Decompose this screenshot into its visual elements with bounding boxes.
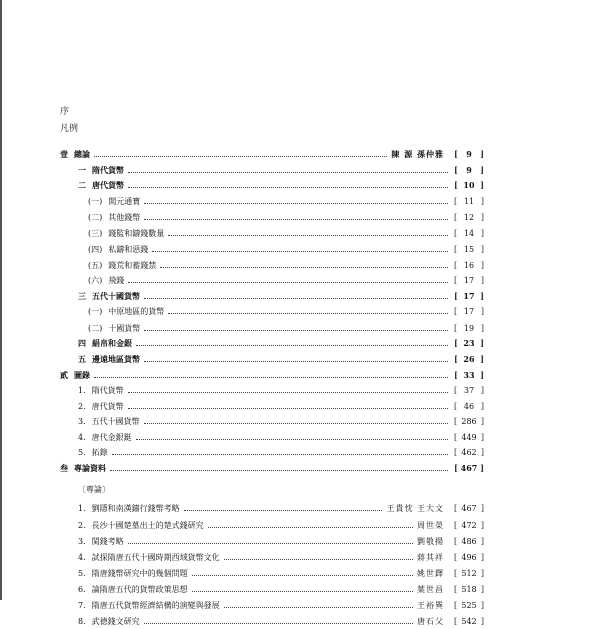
- page-number: 14: [463, 228, 475, 238]
- page-bracket-left: [: [454, 228, 458, 238]
- entry-number: 8.: [78, 616, 86, 626]
- entry-number: 6.: [78, 584, 86, 594]
- toc-entry: [78, 517, 484, 533]
- entry-author: 陳 源 孫仲雅: [391, 148, 444, 159]
- page-bracket-left: [: [454, 568, 458, 578]
- entry-title: 開元通寶: [108, 196, 141, 206]
- entry-number: 3.: [78, 416, 86, 426]
- entry-page: [452, 448, 484, 457]
- entry-number: (二): [88, 323, 103, 333]
- dot-leader: [208, 527, 413, 528]
- dot-leader: [192, 575, 413, 576]
- page-bracket-right: ]: [480, 520, 484, 530]
- entry-number: (三): [88, 228, 103, 238]
- entry-title: 十國貨幣: [108, 323, 141, 333]
- toc-entry: [88, 272, 484, 288]
- toc-entry: [78, 597, 484, 613]
- entry-page: [452, 261, 484, 270]
- entry-title: 拓錄: [91, 447, 108, 457]
- entry-title: 唐代貨幣: [91, 401, 124, 411]
- entry-title: 總論: [74, 148, 90, 159]
- entry-author: 蔣其祥: [417, 552, 444, 562]
- entry-page: [452, 521, 484, 530]
- toc-entry: [78, 288, 484, 304]
- page-bracket-left: [: [454, 463, 458, 473]
- page-bracket-right: ]: [480, 291, 484, 301]
- dot-leader: [160, 267, 448, 268]
- entry-page: [452, 324, 484, 333]
- entry-title: 圖錄: [74, 369, 90, 380]
- entry-title: 錢荒和蓄錢禁: [108, 260, 157, 270]
- entry-page: [452, 585, 484, 594]
- subsection-label: 〔專論〕: [78, 485, 110, 494]
- toc-entry: [78, 382, 484, 398]
- page-bracket-right: ]: [480, 149, 484, 159]
- toc-entry: [78, 565, 484, 581]
- page-number: 46: [463, 401, 475, 411]
- page-number: 462: [461, 447, 477, 457]
- entry-page: [452, 601, 484, 610]
- entry-number: 五: [78, 353, 86, 364]
- page-bracket-left: [: [454, 584, 458, 594]
- page-number: 23: [463, 338, 475, 348]
- page-bracket-right: ]: [480, 616, 484, 626]
- page-number: 486: [461, 536, 477, 546]
- entry-number: 叁: [60, 462, 68, 473]
- page-bracket-right: ]: [480, 600, 484, 610]
- entry-title: 隋代貨幣: [92, 164, 124, 175]
- page-bracket-right: ]: [480, 503, 484, 513]
- dot-leader: [224, 607, 413, 608]
- entry-number: (五): [88, 260, 103, 270]
- page-bracket-left: [: [454, 370, 458, 380]
- entry-page: [452, 417, 484, 426]
- page-number: 10: [463, 180, 475, 190]
- toc-entry: [78, 613, 484, 629]
- entry-number: 2.: [78, 520, 86, 530]
- page-bracket-left: [: [454, 520, 458, 530]
- entry-page: [452, 553, 484, 562]
- notes-heading: 凡例: [60, 124, 79, 134]
- dot-leader: [144, 219, 448, 220]
- page-bracket-right: ]: [480, 180, 484, 190]
- entry-title: 隋唐錢幣研究中的幾個問題: [91, 568, 188, 578]
- dot-leader: [192, 591, 413, 592]
- page-bracket-right: ]: [480, 385, 484, 395]
- preface-heading: 序: [60, 107, 70, 117]
- page-number: 467: [460, 463, 478, 473]
- page-bracket-left: [: [454, 165, 458, 175]
- entry-title: 試探隋唐五代十國時期西域貨幣文化: [91, 552, 220, 562]
- page-number: 17: [463, 306, 475, 316]
- page-bracket-right: ]: [480, 196, 484, 206]
- entry-title: 五代十國貨幣: [92, 290, 140, 301]
- toc-entry: [88, 257, 484, 273]
- toc-entry: [88, 241, 484, 257]
- dot-leader: [94, 377, 448, 378]
- page-bracket-right: ]: [480, 447, 484, 457]
- page-number: 15: [463, 244, 475, 254]
- page-bracket-left: [: [454, 338, 458, 348]
- toc-entry: [60, 367, 484, 383]
- toc-entry: [88, 303, 484, 319]
- entry-author: 周世榮: [417, 520, 444, 530]
- entry-page: [452, 245, 484, 254]
- page-number: 512: [461, 568, 477, 578]
- page-bracket-right: ]: [480, 165, 484, 175]
- toc-entry: [78, 444, 484, 460]
- toc-entry: [88, 209, 484, 225]
- entry-page: [452, 307, 484, 316]
- dot-leader: [168, 313, 448, 314]
- page-number: 19: [463, 323, 475, 333]
- dot-leader: [184, 510, 383, 511]
- page-bracket-right: ]: [480, 416, 484, 426]
- entry-title: 私鑄和惡錢: [108, 244, 149, 254]
- entry-page: [452, 463, 484, 473]
- page-number: 542: [461, 616, 477, 626]
- entry-author: 姚世鐸: [417, 568, 444, 578]
- entry-page: [452, 197, 484, 206]
- page-bracket-left: [: [454, 244, 458, 254]
- page-bracket-right: ]: [480, 338, 484, 348]
- entry-page: [452, 386, 484, 395]
- entry-number: 二: [78, 179, 86, 190]
- toc-entry: [60, 460, 484, 476]
- dot-leader: [144, 423, 448, 424]
- dot-leader: [136, 439, 448, 440]
- entry-number: (四): [88, 244, 103, 254]
- dot-leader: [144, 361, 448, 362]
- page-bracket-left: [: [454, 385, 458, 395]
- entry-title: 唐代貨幣: [92, 179, 124, 190]
- page-bracket-left: [: [454, 503, 458, 513]
- dot-leader: [144, 298, 448, 299]
- dot-leader: [144, 203, 448, 204]
- entry-number: (六): [88, 275, 103, 285]
- entry-number: 5.: [78, 447, 86, 457]
- entry-title: 劉隱和南漢鑄行錢幣考略: [91, 503, 180, 513]
- entry-number: 貳: [60, 369, 68, 380]
- toc-entry: [78, 351, 484, 367]
- entry-number: (二): [88, 212, 103, 222]
- entry-page: [452, 569, 484, 578]
- entry-number: 7.: [78, 600, 86, 610]
- entry-page: [452, 149, 484, 159]
- page-bracket-left: [: [454, 401, 458, 411]
- entry-author: 王裕巽: [417, 600, 444, 610]
- page-bracket-left: [: [454, 149, 458, 159]
- dot-leader: [112, 454, 448, 455]
- toc-entry: [88, 225, 484, 241]
- dot-leader: [152, 251, 448, 252]
- page-number: 12: [463, 212, 475, 222]
- entry-page: [452, 180, 484, 190]
- page-bracket-left: [: [454, 291, 458, 301]
- page-bracket-right: ]: [480, 323, 484, 333]
- toc-entry: [60, 146, 484, 162]
- page-bracket-right: ]: [480, 354, 484, 364]
- page-number: 496: [461, 552, 477, 562]
- dot-leader: [110, 470, 448, 471]
- entry-number: 四: [78, 337, 86, 348]
- page-bracket-left: [: [454, 323, 458, 333]
- dot-leader: [128, 282, 448, 283]
- page-number: 449: [461, 432, 477, 442]
- entry-number: 2.: [78, 401, 86, 411]
- toc-entry: [78, 429, 484, 445]
- entry-title: 閩錢考略: [91, 536, 124, 546]
- page-bracket-right: ]: [480, 275, 484, 285]
- page-bracket-left: [: [454, 306, 458, 316]
- entry-page: [452, 291, 484, 301]
- entry-page: [452, 354, 484, 364]
- entry-page: [452, 229, 484, 238]
- entry-page: [452, 504, 484, 513]
- entry-title: 武德錢文研究: [91, 616, 140, 626]
- entry-author: 王貴忱 王大文: [386, 503, 444, 513]
- page-number: 37: [463, 385, 475, 395]
- page-number: 525: [461, 600, 477, 610]
- page-number: 33: [463, 370, 475, 380]
- toc-entry: [88, 320, 484, 336]
- page-bracket-left: [: [454, 354, 458, 364]
- page-edge: [0, 0, 2, 600]
- page-bracket-left: [: [454, 180, 458, 190]
- page-number: 9: [466, 165, 472, 175]
- page-number: 467: [461, 503, 477, 513]
- page-bracket-left: [: [454, 600, 458, 610]
- page-bracket-right: ]: [480, 463, 484, 473]
- entry-title: 論隋唐五代的貨幣政策思想: [91, 584, 188, 594]
- entry-page: [452, 370, 484, 380]
- toc-entry: [78, 177, 484, 193]
- page-bracket-left: [: [454, 275, 458, 285]
- entry-title: 錢監和鑄錢數量: [108, 228, 165, 238]
- entry-number: 一: [78, 164, 86, 175]
- toc-entry: [78, 335, 484, 351]
- entry-author: 唐石父: [417, 616, 444, 626]
- dot-leader: [168, 235, 448, 236]
- page-bracket-left: [: [454, 536, 458, 546]
- dot-leader: [224, 559, 413, 560]
- page-bracket-left: [: [454, 552, 458, 562]
- entry-number: 1.: [78, 385, 86, 395]
- page-bracket-left: [: [454, 416, 458, 426]
- toc-entry: [78, 500, 484, 516]
- page-bracket-right: ]: [480, 552, 484, 562]
- page-number: 26: [463, 354, 475, 364]
- page-number: 9: [466, 149, 472, 159]
- page-number: 17: [463, 291, 475, 301]
- entry-page: [452, 213, 484, 222]
- dot-leader: [128, 408, 448, 409]
- entry-page: [452, 338, 484, 348]
- entry-number: 5.: [78, 568, 86, 578]
- page-bracket-right: ]: [480, 228, 484, 238]
- dot-leader: [128, 172, 448, 173]
- entry-title: 專論資料: [74, 462, 106, 473]
- dot-leader: [128, 392, 448, 393]
- dot-leader: [144, 623, 413, 624]
- page-bracket-left: [: [454, 212, 458, 222]
- page-bracket-right: ]: [480, 536, 484, 546]
- entry-page: [452, 433, 484, 442]
- dot-leader: [128, 187, 448, 188]
- page-bracket-right: ]: [480, 260, 484, 270]
- entry-page: [452, 165, 484, 175]
- page-bracket-right: ]: [480, 370, 484, 380]
- entry-title: 隋唐五代貨幣經濟結構的演變與發展: [91, 600, 220, 610]
- entry-author: 葉世昌: [417, 584, 444, 594]
- entry-number: 4.: [78, 432, 86, 442]
- page-bracket-right: ]: [480, 432, 484, 442]
- toc-entry: [78, 162, 484, 178]
- page-bracket-right: ]: [480, 306, 484, 316]
- entry-page: [452, 276, 484, 285]
- entry-page: [452, 617, 484, 626]
- entry-number: 3.: [78, 536, 86, 546]
- entry-page: [452, 537, 484, 546]
- entry-number: 4.: [78, 552, 86, 562]
- entry-title: 邊遠地區貨幣: [92, 353, 140, 364]
- page-number: 472: [461, 520, 477, 530]
- entry-author: 劉敬揚: [417, 536, 444, 546]
- entry-title: 五代十國貨幣: [91, 416, 140, 426]
- toc-entry: [78, 581, 484, 597]
- page-number: 16: [463, 260, 475, 270]
- page-number: 11: [463, 196, 475, 206]
- entry-number: 1.: [78, 503, 86, 513]
- entry-number: 三: [78, 290, 86, 301]
- dot-leader: [128, 543, 413, 544]
- page-number: 17: [463, 275, 475, 285]
- entry-page: [452, 402, 484, 411]
- page-bracket-left: [: [454, 260, 458, 270]
- toc-entry: [78, 549, 484, 565]
- page-bracket-left: [: [454, 616, 458, 626]
- toc-entry: [88, 193, 484, 209]
- page-bracket-left: [: [454, 447, 458, 457]
- page-number: 518: [461, 584, 477, 594]
- toc-entry: [78, 398, 484, 414]
- entry-number: (一): [88, 306, 103, 316]
- page-bracket-right: ]: [480, 212, 484, 222]
- toc-entry: [78, 533, 484, 549]
- page-bracket-left: [: [454, 196, 458, 206]
- entry-title: 其他錢幣: [108, 212, 141, 222]
- entry-title: 絹帛和金銀: [92, 337, 132, 348]
- entry-title: 唐代金銀鋌: [91, 432, 132, 442]
- entry-title: 中原地區的貨幣: [108, 306, 165, 316]
- page-bracket-right: ]: [480, 584, 484, 594]
- entry-number: (一): [88, 196, 103, 206]
- entry-title: 長沙十國楚墓出土的楚式錢研究: [91, 520, 204, 530]
- page-bracket-left: [: [454, 432, 458, 442]
- dot-leader: [144, 330, 448, 331]
- entry-title: 飛錢: [108, 275, 125, 285]
- entry-number: 壹: [60, 148, 68, 159]
- page-bracket-right: ]: [480, 244, 484, 254]
- page-bracket-right: ]: [480, 568, 484, 578]
- page-bracket-right: ]: [480, 401, 484, 411]
- entry-title: 隋代貨幣: [91, 385, 124, 395]
- page-number: 286: [461, 416, 477, 426]
- dot-leader: [136, 345, 448, 346]
- toc-entry: [78, 413, 484, 429]
- dot-leader: [94, 156, 387, 157]
